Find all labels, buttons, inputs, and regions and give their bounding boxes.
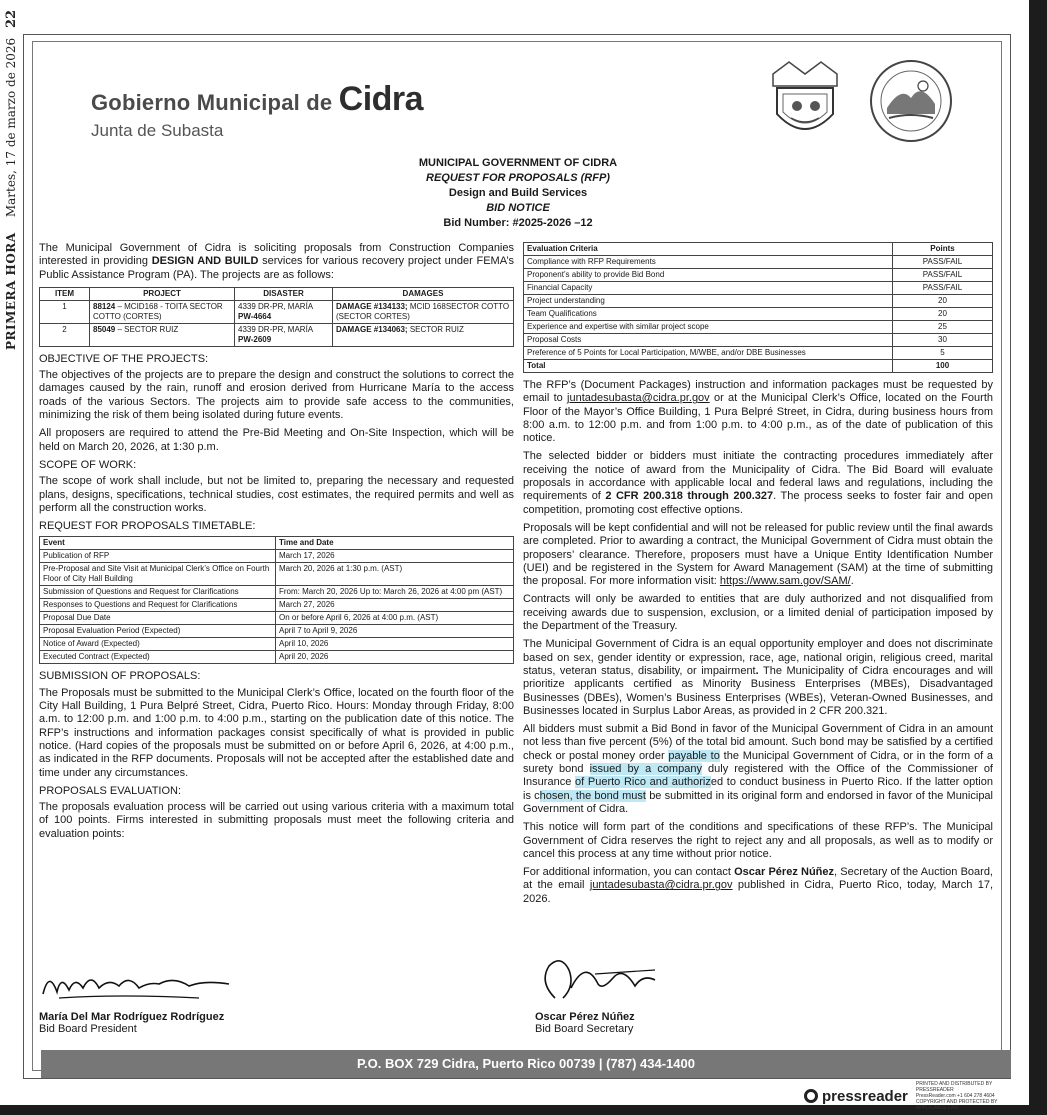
- notice-frame: [32, 41, 1002, 1071]
- table-row: Proponent’s ability to provide Bid Bond PASS/FAIL: [524, 269, 993, 282]
- seal-graphics: [761, 56, 961, 146]
- evaluation-heading: PROPOSALS EVALUATION:: [39, 784, 182, 797]
- contracting-paragraph: The selected bidder or bidders must initiate the contracting procedures immediately after receiving the notice of award from the Municipality of Cidra. The Bid Board will evaluate proposals in accordance with applicable local and federal laws and regulations, including the requirements of 2 CFR 200.318 through 200.327. The process seeks to foster fair and open competition, promoting cost effective options.: [523, 450, 994, 516]
- title-line-3: Design and Build Services: [448, 187, 588, 199]
- table-row: Financial Capacity PASS/FAIL: [524, 282, 993, 295]
- president-signature-block: [39, 964, 339, 1035]
- org-prefix: Gobierno Municipal de: [91, 90, 333, 115]
- evaluation-paragraph: The proposals evaluation process will be carried out using various criteria with a maximum total of 100 points. Firms interested in submitting proposals must meet the following criteria and evaluation points:: [39, 801, 514, 840]
- eligibility-paragraph: Contracts will only be awarded to entities that are duly authorized and not disqualified from receiving awards due to suspension, exclusion, or a limited denial of participation imposed by the Department of the Treasury.: [523, 593, 993, 633]
- table-row: Executed Contract (Expected) April 20, 2026: [40, 651, 514, 664]
- table-row: Team Qualifications 20: [524, 308, 993, 321]
- org-sub: Junta de Subasta: [91, 121, 224, 140]
- scope-heading: SCOPE OF WORK:: [39, 458, 137, 471]
- paper-name: PRIMERA HORA: [4, 232, 18, 350]
- table-header-row: Evaluation Criteria Points: [524, 243, 993, 256]
- rfp-request-paragraph: The RFP’s (Document Packages) instruction and information packages must be requested by email to juntadesubasta@cidra.pr.gov or at the Municipal Clerk’s Office, located on the Fourth Floor of the Mayor’s Office Building, 1 Pura Belpré Street, in Cidra, during business hours from 8:00 a.m. to 12:00 p.m. and from 1:00 p.m. to 4:00 p.m., as of the date of publication of this notice.: [523, 379, 993, 445]
- title-line-4: BID NOTICE: [486, 202, 550, 214]
- title-line-1: MUNICIPAL GOVERNMENT OF CIDRA: [418, 157, 618, 169]
- bid-notice-page: [23, 34, 1011, 1079]
- contact-paragraph: For additional information, you can contact Oscar Pérez Núñez, Secretary of the Auction Board, at the email juntadesubasta@cidra.pr.gov published in Cidra, Puerto Rico, today, March 17, 2026.: [523, 866, 993, 905]
- conditions-paragraph: This notice will form part of the conditions and specifications of these RFP’s. The Municipal Government of Cidra reserves the right to reject any and all proposals, as well as to modify or cancel this process at any time without prior notice.: [523, 821, 993, 860]
- pressreader-logo: pressreader: [804, 1088, 908, 1105]
- scan-edge-right: [1029, 0, 1047, 1115]
- table-row: Project understanding 20: [524, 295, 993, 308]
- table-row: Proposal Evaluation Period (Expected) April 7 to April 9, 2026: [40, 625, 514, 638]
- left-column: [39, 242, 514, 846]
- title-line-2: REQUEST FOR PROPOSALS (RFP): [426, 172, 610, 184]
- table-row: Proposal Costs 30: [524, 334, 993, 347]
- table-row: 1 88124 – MCID168 - TOITA SECTOR COTTO (CORTES) 4339 DR-PR, MARÍA PW-4664 DAMAGE #134133; MCID 168SECTOR COTTO (SECTOR CORTES): [40, 300, 514, 323]
- objective-paragraph: The objectives of the projects are to prepare the design and construct the solutions to correct the damages caused by the rain, runoff and erosion derived from Hurricane María to the access roads of the various Sectors. The projects aim to provide safe access to the communities, minimizing the risk of them being isolated during future events.: [39, 369, 514, 422]
- table-row: Compliance with RFP Requirements PASS/FAIL: [524, 256, 993, 269]
- objective-heading: OBJECTIVE OF THE PROJECTS:: [39, 352, 209, 365]
- email-link[interactable]: juntadesubasta@cidra.pr.gov: [567, 392, 710, 405]
- sam-link[interactable]: https://www.sam.gov/SAM/: [719, 575, 851, 588]
- timetable-table: [39, 536, 514, 664]
- pressreader-badge: [804, 1081, 1026, 1111]
- city-seal-icon: [871, 61, 951, 141]
- coat-of-arms-icon: [773, 62, 837, 129]
- table-row: Proposal Due Date On or before April 6, 2026 at 4:00 p.m. (AST): [40, 612, 514, 625]
- projects-table: [39, 287, 514, 347]
- submission-paragraph: The Proposals must be submitted to the Municipal Clerk’s Office, located on the fourth floor of the City Hall Building, 1 Pura Belpré Street, Cidra, Puerto Rico. Hours: Monday through Friday, 8:00 a.m. to 12:00 p.m. and 1:00 p.m. to 4:00 p.m., starting on the publication date of this notice. The RFP’s instructions and information packages consist specifically of what is provided in public notice. (Hard copies of the proposals must be submitted on or before April 6, 2026, at 4:00 p.m., as indicated in the RFP documents. Proposals will not be accepted after the established date and time under any circumstances.: [39, 686, 514, 779]
- table-row: Preference of 5 Points for Local Participation, M/WBE, and/or DBE Businesses 5: [524, 347, 993, 360]
- bid-bond-paragraph: All bidders must submit a Bid Bond in favor of the Municipal Government of Cidra in an amount not less than five percent (5%) of the total bid amount. Such bond may be satisfied by a certified check or postal money order payable to the Municipal Government of Cidra, or in the form of a surety bond issued by a company duly registered with the Office of the Commissioner of Insurance of Puerto Rico and authorized to conduct business in Puerto Rico. If the latter option is chosen, the bond must be submitted in its original form and endorsed in favor of the Municipal Government of Cidra.: [523, 723, 994, 815]
- secretary-signature-icon: [535, 952, 695, 1006]
- org-header: [91, 80, 423, 141]
- table-row: 2 85049 – SECTOR RUIZ 4339 DR-PR, MARÍA PW-2609 DAMAGE #134063; SECTOR RUIZ: [40, 323, 514, 346]
- table-row: Pre-Proposal and Site Visit at Municipal Clerk’s Office on Fourth Floor of City Hall Building March 20, 2026 at 1:30 p.m. (AST): [40, 563, 514, 586]
- table-row: Responses to Questions and Request for Clarifications March 27, 2026: [40, 599, 514, 612]
- table-total-row: Total 100: [524, 360, 993, 373]
- secretary-signature-block: [535, 952, 835, 1035]
- issue-date: Martes, 17 de marzo de 2026: [4, 37, 18, 218]
- equal-opportunity-paragraph: The Municipal Government of Cidra is an equal opportunity employer and does not discriminate based on sex, gender identity or expression, race, age, national origin, religious creed, marital status, veteran status, disability, or impairment. The Municipality of Cidra encourages and will prioritize applicants certified as Minority Business Enterprises (MBEs), Disadvantaged Businesses (DBEs), Women’s Business Enterprises (WBEs), Veteran-Owned Businesses, and Businesses located in Surplus Labor Areas, as provided in 2 CFR 200.321.: [523, 638, 993, 717]
- scope-paragraph: The scope of work shall include, but not be limited to, preparing the necessary and requested plans, designs, specifications, technical studies, cost estimates, the required permits and well as perform all the construction works.: [39, 475, 514, 514]
- newspaper-margin: [2, 9, 22, 350]
- page-number: 22: [4, 9, 19, 28]
- table-row: Publication of RFP March 17, 2026: [40, 550, 514, 563]
- pressreader-notice: PRINTED AND DISTRIBUTED BY PRESSREADER PressReader.com +1 604 278 4604 COPYRIGHT AND PROTECTED BY APPLICABLE LAW: [915, 1081, 998, 1111]
- prebid-paragraph: All proposers are required to attend the Pre-Bid Meeting and On-Site Inspection, which will be held on March 20, 2026, at 1:30 p.m.: [39, 427, 514, 453]
- table-row: Notice of Award (Expected) April 10, 2026: [40, 638, 514, 651]
- timetable-heading: REQUEST FOR PROPOSALS TIMETABLE:: [39, 520, 256, 533]
- confidentiality-paragraph: Proposals will be kept confidential and will not be released for public review until the final awards are completed. Prior to awarding a contract, the Municipal Government of Cidra must obtain the proposers’ clearance. Therefore, proposers must have a Unique Entity Identification Number (UEI) and be registered in the System for Award Management (SAM) at the time of submitting the proposal. For more information visit: https://www.sam.gov/SAM/.: [523, 521, 993, 588]
- president-name: María Del Mar Rodríguez Rodríguez: [39, 1011, 225, 1023]
- intro-paragraph: The Municipal Government of Cidra is soliciting proposals from Construction Companies interested in providing DESIGN AND BUILD services for various recovery project under FEMA’s Public Assistance Program (PA). The projects are as follows:: [39, 242, 514, 281]
- secretary-name: Oscar Pérez Núñez: [535, 1011, 635, 1023]
- evaluation-criteria-table: [523, 242, 993, 373]
- submission-heading: SUBMISSION OF PROPOSALS:: [39, 670, 201, 683]
- municipal-seals: [761, 56, 961, 146]
- org-name: Cidra: [338, 80, 424, 118]
- president-signature-icon: [39, 964, 239, 1006]
- right-column: [523, 242, 993, 911]
- table-row: Submission of Questions and Request for Clarifications From: March 20, 2026 Up to: March 26, 2026 at 4:00 pm (AST): [40, 586, 514, 599]
- table-header-row: ITEM PROJECT DISASTER DAMAGES: [40, 287, 514, 300]
- secretary-role: Bid Board Secretary: [535, 1023, 634, 1035]
- notice-title: [33, 156, 1003, 231]
- table-row: Experience and expertise with similar project scope 25: [524, 321, 993, 334]
- contact-email-link[interactable]: juntadesubasta@cidra.pr.gov: [589, 879, 733, 892]
- president-role: Bid Board President: [39, 1023, 137, 1035]
- footer-address-bar: P.O. BOX 729 Cidra, Puerto Rico 00739 | (787) 434-1400: [41, 1050, 1011, 1078]
- pressreader-icon: [804, 1089, 818, 1103]
- table-header-row: Event Time and Date: [40, 537, 514, 550]
- bid-number: Bid Number: #2025-2026 –12: [443, 217, 593, 229]
